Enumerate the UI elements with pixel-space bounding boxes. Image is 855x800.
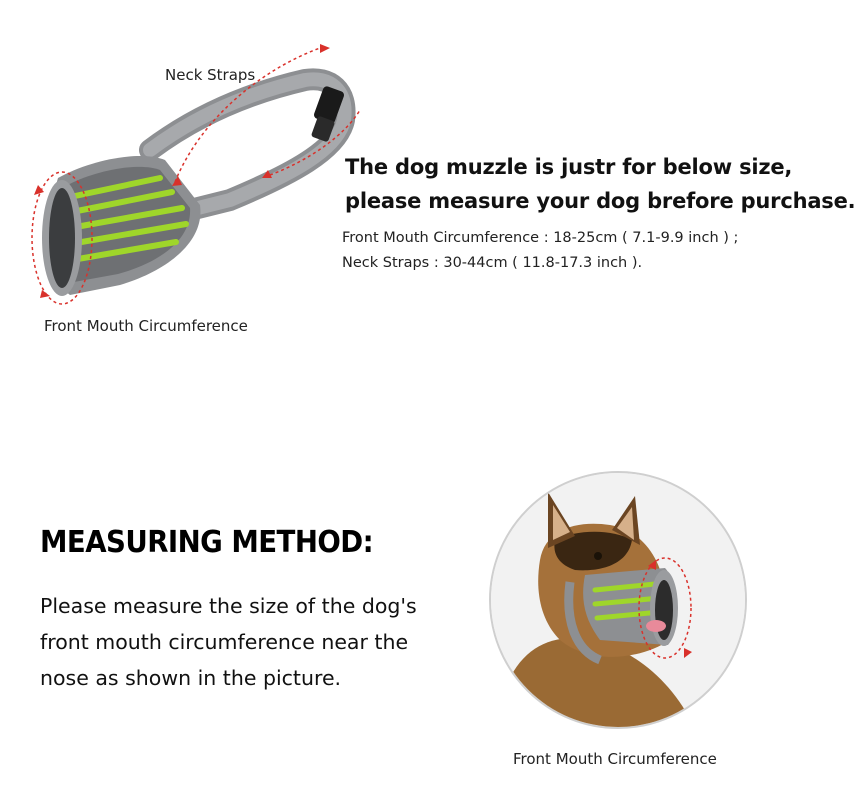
size-headline-line1: The dog muzzle is justr for below size, (345, 155, 793, 179)
size-headline-line2: please measure your dog brefore purchase. (345, 189, 855, 213)
front-mouth-label-top: Front Mouth Circumference (44, 317, 248, 335)
method-title: MEASURING METHOD: (40, 525, 374, 560)
method-line1: Please measure the size of the dog's (40, 594, 417, 618)
method-line2: front mouth circumference near the (40, 630, 409, 654)
size-detail-mouth: Front Mouth Circumference : 18-25cm ( 7.1-9.9 inch ) ; (342, 230, 739, 246)
neck-straps-label: Neck Straps (165, 66, 256, 84)
front-mouth-label-bottom: Front Mouth Circumference (513, 750, 717, 768)
size-detail-neck: Neck Straps : 30-44cm ( 11.8-17.3 inch ). (342, 255, 643, 271)
method-line3: nose as shown in the picture. (40, 666, 342, 690)
